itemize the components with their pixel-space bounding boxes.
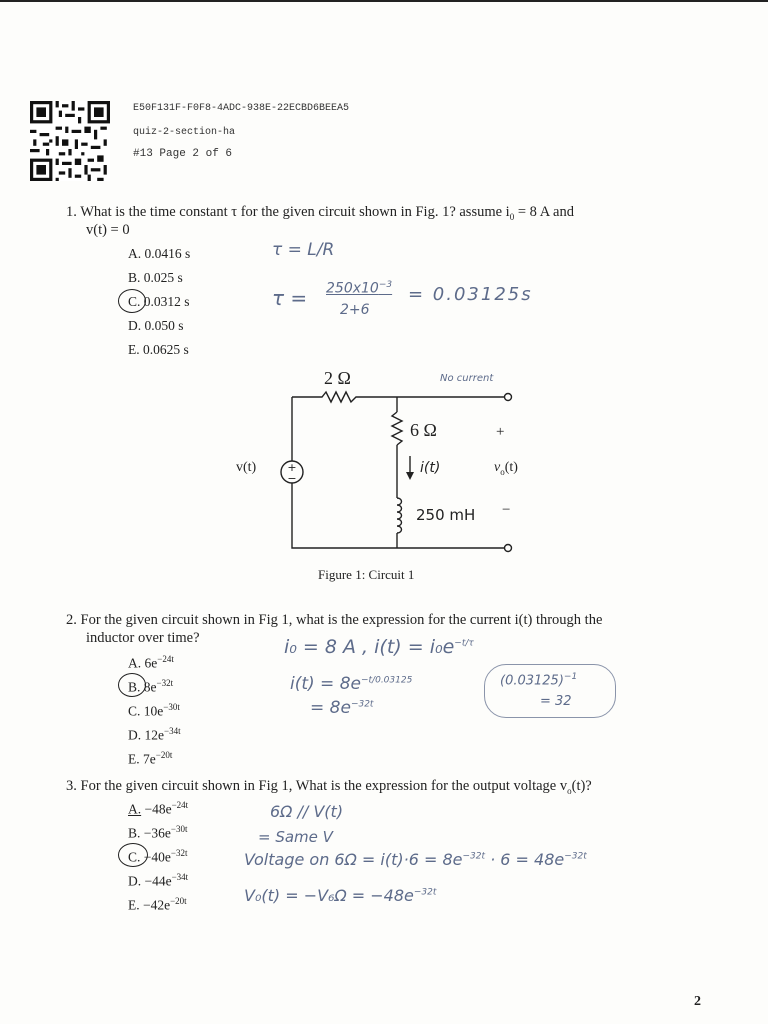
handwritten-q3-line3: Voltage on $6\Omega = i(t)\cdot 6 = 8e^{-32t} \cdot 6 = 48e^{-32t}$ bbox=[244, 850, 587, 869]
handwritten-tau: τ = bbox=[272, 286, 308, 310]
handwritten-no-current: No current bbox=[440, 373, 494, 384]
resistor-2-ohm-label: 2 Ω bbox=[324, 368, 351, 388]
option-1c[interactable]: C. 0.0312 s bbox=[128, 294, 190, 309]
handwritten-denominator: 2+6 bbox=[340, 302, 370, 318]
option-1e[interactable]: E. 0.0625 s bbox=[128, 342, 189, 357]
handwritten-q2-box-line2: = 32 bbox=[540, 694, 572, 709]
question-number: 2. bbox=[66, 612, 77, 628]
vout-minus: − bbox=[502, 502, 511, 518]
option-2b[interactable]: B. $8e^{-32t}$ bbox=[128, 678, 174, 695]
answer-circle-3c bbox=[118, 843, 148, 867]
option-1a[interactable]: A. 0.0416 s bbox=[128, 246, 191, 261]
handwritten-tau-formula: τ = L/R bbox=[272, 240, 335, 260]
handwritten-result: = 0.03125s bbox=[408, 284, 533, 305]
handwritten-numerator: $250x10^{-3}$ bbox=[326, 280, 393, 297]
question-1-text-line2: v(t) = 0 bbox=[86, 222, 130, 238]
answer-circle-2b bbox=[118, 673, 146, 697]
handwritten-q3-line1: 6Ω // V(t) bbox=[270, 802, 344, 821]
resistor-6-ohm-label: 6 Ω bbox=[410, 420, 437, 440]
option-2a[interactable]: A. $6e^{-24t}$ bbox=[128, 654, 174, 671]
option-1d[interactable]: D. 0.050 s bbox=[128, 318, 184, 333]
handwritten-q2-line2: $i(t) = 8e^{-t/0.03125}$ bbox=[290, 674, 413, 694]
current-label: i(t) bbox=[420, 460, 441, 476]
option-3c[interactable]: C. $-40e^{-32t}$ bbox=[128, 848, 188, 865]
question-3-text: 3. For the given circuit shown in Fig 1, What is the expression for the output voltage $v_o(t)$? bbox=[66, 778, 592, 796]
option-2c[interactable]: C. $10e^{-30t}$ bbox=[128, 702, 180, 719]
question-2-text-line2: inductor over time? bbox=[86, 630, 200, 646]
option-3a[interactable]: A. $-48e^{-24t}$ bbox=[128, 800, 189, 817]
figure-caption: Figure 1: Circuit 1 bbox=[318, 567, 415, 582]
page-number: 2 bbox=[694, 994, 701, 1009]
question-number: 1. bbox=[66, 204, 77, 220]
option-1b[interactable]: B. 0.025 s bbox=[128, 270, 183, 285]
handwritten-q3-line2: = Same V bbox=[258, 828, 333, 846]
handwritten-q2-line3: = $8e^{-32t}$ bbox=[310, 698, 374, 718]
question-number: 3. bbox=[66, 778, 77, 794]
option-3d[interactable]: D. $-44e^{-34t}$ bbox=[128, 872, 189, 889]
quiz-name: quiz-2-section-ha bbox=[133, 127, 236, 138]
vout-label: $v_o(t)$ bbox=[494, 460, 518, 477]
option-3b[interactable]: B. $-36e^{-30t}$ bbox=[128, 824, 188, 841]
source-polarity: + − bbox=[287, 461, 297, 485]
question-2-text: 2. For the given circuit shown in Fig 1, what is the expression for the current i(t) through the bbox=[66, 612, 603, 628]
handwritten-q2-box-line1: $(0.03125)^{-1}$ bbox=[500, 672, 578, 689]
option-3e[interactable]: E. $-42e^{-20t}$ bbox=[128, 896, 187, 913]
handwritten-q2-line1: i₀ = 8 A , $i(t) = i_0e^{-t/\tau}$ bbox=[284, 636, 474, 658]
handwritten-q3-line4: $V_0(t) = -V_6\Omega = -48e^{-32t}$ bbox=[244, 886, 437, 905]
page-info: #13 Page 2 of 6 bbox=[133, 148, 233, 160]
question-1-text: 1. What is the time constant τ for the given circuit shown in Fig. 1? assume $i_0 = 8$ A and bbox=[66, 204, 574, 222]
vout-plus: + bbox=[496, 424, 505, 440]
exam-id-code: E50F131F-F0F8-4ADC-938E-22ECBD6BEEA5 bbox=[133, 103, 350, 114]
option-2d[interactable]: D. $12e^{-34t}$ bbox=[128, 726, 181, 743]
option-2e[interactable]: E. $7e^{-20t}$ bbox=[128, 750, 173, 767]
inductor-label: 250 mH bbox=[416, 506, 476, 524]
source-label: v(t) bbox=[236, 460, 257, 475]
current-arrow-icon bbox=[406, 456, 414, 480]
